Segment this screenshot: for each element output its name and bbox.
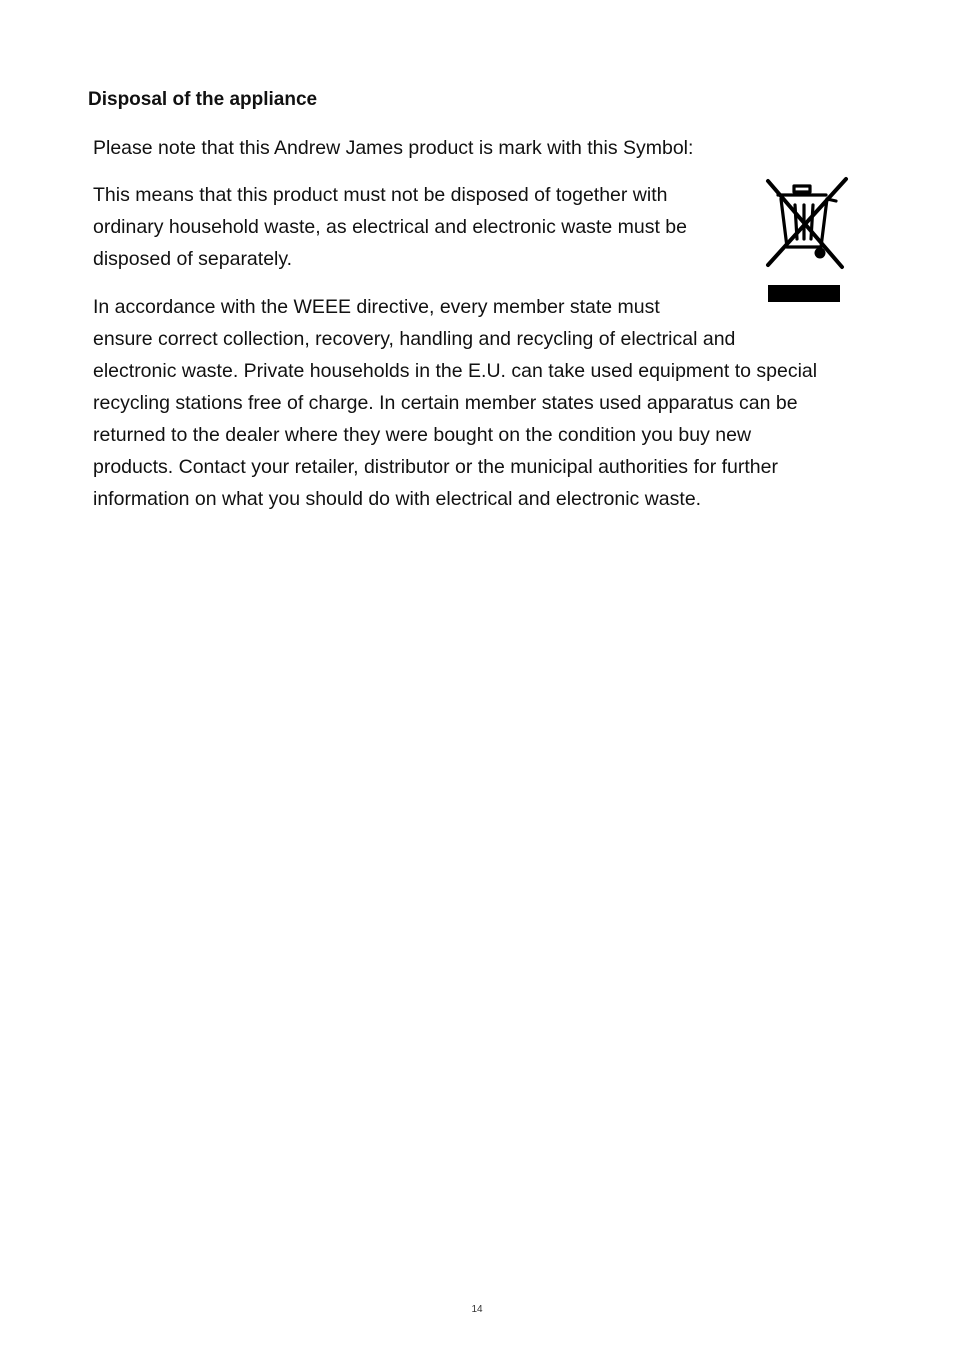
weee-paragraph-line: returned to the dealer where they were bought on the condition you buy new xyxy=(93,424,752,446)
crossed-out-wheelie-bin-icon xyxy=(764,175,850,307)
weee-paragraph-line: In accordance with the WEEE directive, every member state must xyxy=(93,296,660,318)
separate-disposal-paragraph: This means that this product must not be disposed of together with ordinary household waste, as electrical and electronic waste must be disposed of separately. xyxy=(93,184,687,270)
weee-paragraph-line: ensure correct collection, recovery, handling and recycling of electrical and xyxy=(93,328,736,350)
weee-paragraph-line: recycling stations free of charge. In certain member states used apparatus can be xyxy=(93,392,798,414)
weee-directive-paragraph xyxy=(93,291,873,515)
page-number: 14 xyxy=(471,1304,483,1315)
symbol-notice-paragraph: Please note that this Andrew James product is mark with this Symbol: xyxy=(93,137,694,159)
weee-paragraph-line: electronic waste. Private households in the E.U. can take used equipment to special xyxy=(93,360,818,382)
section-heading: Disposal of the appliance xyxy=(88,89,318,110)
weee-paragraph-line: products. Contact your retailer, distributor or the municipal authorities for further xyxy=(93,456,778,478)
weee-paragraph-line: information on what you should do with electrical and electronic waste. xyxy=(93,488,702,510)
